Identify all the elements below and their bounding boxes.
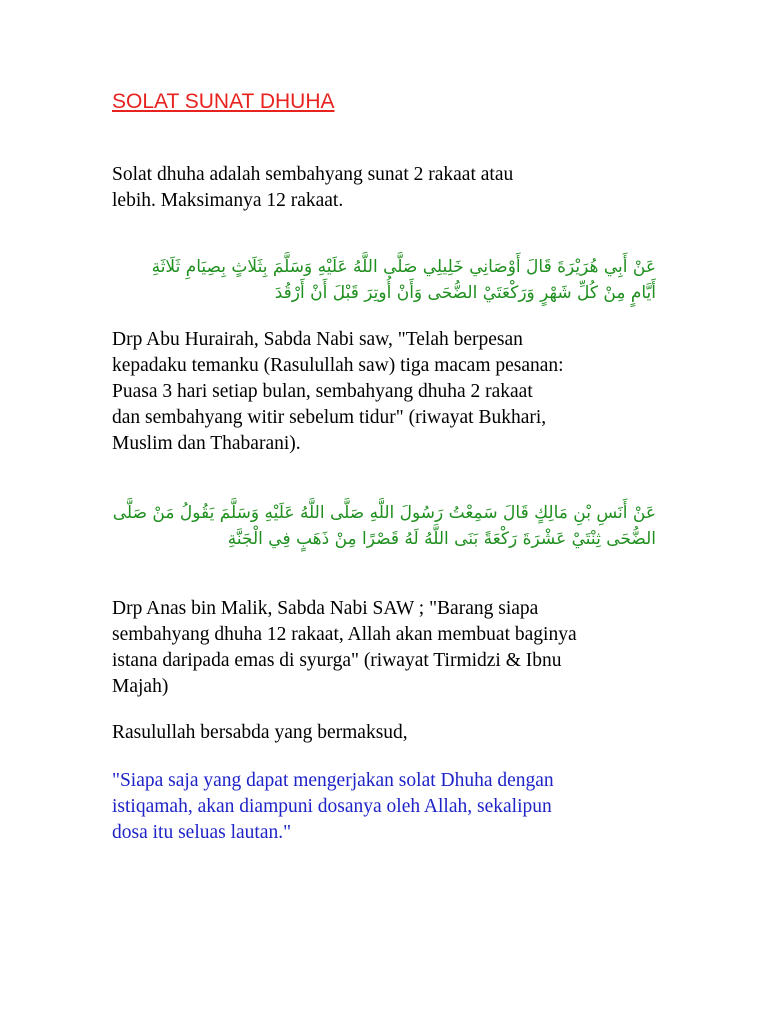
translation-line: istana daripada emas di syurga" (riwayat Tirmidzi & Ibnu: [112, 650, 562, 671]
translation-line: sembahyang dhuha 12 rakaat, Allah akan membuat baginya: [112, 624, 577, 645]
hadith2-arabic: [113, 500, 656, 552]
quote-line: istiqamah, akan diampuni dosanya oleh Allah, sekalipun: [112, 796, 552, 817]
translation-line: kepadaku temanku (Rasulullah saw) tiga macam pesanan:: [112, 355, 564, 376]
quote-line: dosa itu seluas lautan.": [112, 822, 292, 843]
translation-line: dan sembahyang witir sebelum tidur" (riwayat Bukhari,: [112, 407, 547, 428]
translation-line: Majah): [112, 676, 169, 697]
translation-line: Puasa 3 hari setiap bulan, sembahyang dhuha 2 rakaat: [112, 381, 533, 402]
arabic-line: الضُّحَى ثِنْتَيْ عَشْرَةَ رَكْعَةً بَنَى اللَّهُ لَهُ قَصْرًا مِنْ ذَهَبٍ فِي الْجَنَّةِ: [227, 529, 656, 549]
translation-line: Drp Abu Hurairah, Sabda Nabi saw, "Telah berpesan: [112, 329, 523, 350]
translation-line: Muslim dan Thabarani).: [112, 433, 301, 454]
hadith1-translation: [112, 327, 564, 457]
intro-paragraph: [112, 162, 513, 214]
hadith1-arabic: [152, 254, 656, 306]
translation-line: Drp Anas bin Malik, Sabda Nabi SAW ; "Barang siapa: [112, 598, 539, 619]
hadith2-translation: [112, 596, 577, 700]
arabic-line: عَنْ أَبِي هُرَيْرَةَ قَالَ أَوْصَانِي خَلِيلِي صَلَّى اللَّهُ عَلَيْهِ وَسَلَّمَ بِثَلَاثٍ بِصِيَامِ ثَلَاثَةِ: [151, 257, 656, 277]
intro-line: Solat dhuha adalah sembahyang sunat 2 rakaat atau: [112, 164, 514, 185]
intro-line: lebih. Maksimanya 12 rakaat.: [112, 190, 344, 211]
rasul-intro: Rasulullah bersabda yang bermaksud,: [112, 722, 408, 743]
arabic-line: عَنْ أَنَسِ بْنِ مَالِكٍ قَالَ سَمِعْتُ رَسُولَ اللَّهِ صَلَّى اللَّهُ عَلَيْهِ وَسَلَّمَ يَقُولُ مَنْ صَلَّى: [112, 503, 656, 523]
page-title: SOLAT SUNAT DHUHA: [112, 90, 335, 113]
quote-paragraph: [112, 768, 554, 846]
arabic-line: أَيَّامٍ مِنْ كُلِّ شَهْرٍ وَرَكْعَتَيْ الضُّحَى وَأَنْ أُوتِرَ قَبْلَ أَنْ أَرْقُدَ: [274, 283, 656, 303]
quote-line: "Siapa saja yang dapat mengerjakan solat Dhuha dengan: [112, 770, 554, 791]
